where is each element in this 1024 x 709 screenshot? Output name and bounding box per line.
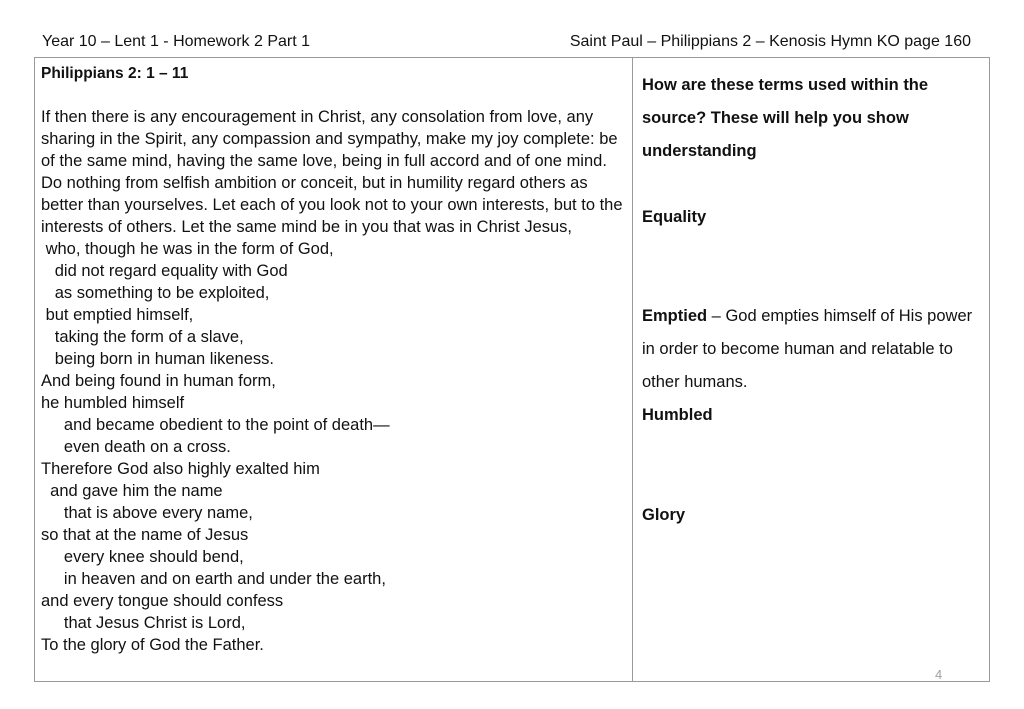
term-glory [642, 499, 989, 532]
term-emptied-text: – God empties himself of His power in order to become human and relatable to other humans. [642, 307, 973, 391]
hymn-line: To the glory of God the Father. [41, 636, 264, 654]
terms-column [633, 58, 989, 681]
hymn-line: he humbled himself [41, 394, 185, 412]
header-left: Year 10 – Lent 1 - Homework 2 Part 1 [42, 33, 310, 50]
hymn-line: that is above every name, [41, 504, 253, 522]
hymn-line: And being found in human form, [41, 372, 276, 390]
passage-title: Philippians 2: 1 – 11 [41, 65, 189, 82]
hymn-line: in heaven and on earth and under the earth, [41, 570, 386, 588]
term-humbled [642, 399, 989, 432]
page-number: 4 [935, 667, 943, 682]
hymn-line: even death on a cross. [41, 438, 231, 456]
term-emptied-label: Emptied [642, 307, 708, 325]
hymn-line: being born in human likeness. [41, 350, 274, 368]
term-equality-label: Equality [642, 208, 707, 226]
hymn-line: so that at the name of Jesus [41, 526, 249, 544]
hymn-line: but emptied himself, [41, 306, 194, 324]
terms-question: How are these terms used within the source? These will help you show understanding [642, 76, 929, 160]
hymn-line: taking the form of a slave, [41, 328, 244, 346]
hymn-line: did not regard equality with God [41, 262, 288, 280]
hymn-line: as something to be exploited, [41, 284, 270, 302]
passage-intro: If then there is any encouragement in Christ, any consolation from love, any sharing in the Spirit, any compassion and sympathy, make my joy complete: be of the same mind, having the same love, being in full accord and of one mind. Do nothing from selfish ambition or conceit, but in humility regard others as better than yourselves. Let each of you look not to your own interests, but to the interests of others. Let the same mind be in you that was in Christ Jesus, [41, 108, 623, 236]
content-table [34, 57, 990, 682]
hymn-line: and every tongue should confess [41, 592, 284, 610]
term-glory-label: Glory [642, 506, 686, 524]
header-right: Saint Paul – Philippians 2 – Kenosis Hymn KO page 160 [569, 33, 971, 50]
hymn-line: Therefore God also highly exalted him [41, 460, 320, 478]
hymn-line: every knee should bend, [41, 548, 244, 566]
hymn-line: that Jesus Christ is Lord, [41, 614, 246, 632]
hymn-line: and became obedient to the point of death— [41, 416, 390, 434]
hymn-lines [41, 238, 632, 656]
hymn-line: who, though he was in the form of God, [41, 240, 334, 258]
scripture-column [35, 58, 633, 681]
hymn-line: and gave him the name [41, 482, 223, 500]
term-emptied [642, 300, 989, 399]
term-equality [642, 201, 989, 234]
term-humbled-label: Humbled [642, 406, 713, 424]
